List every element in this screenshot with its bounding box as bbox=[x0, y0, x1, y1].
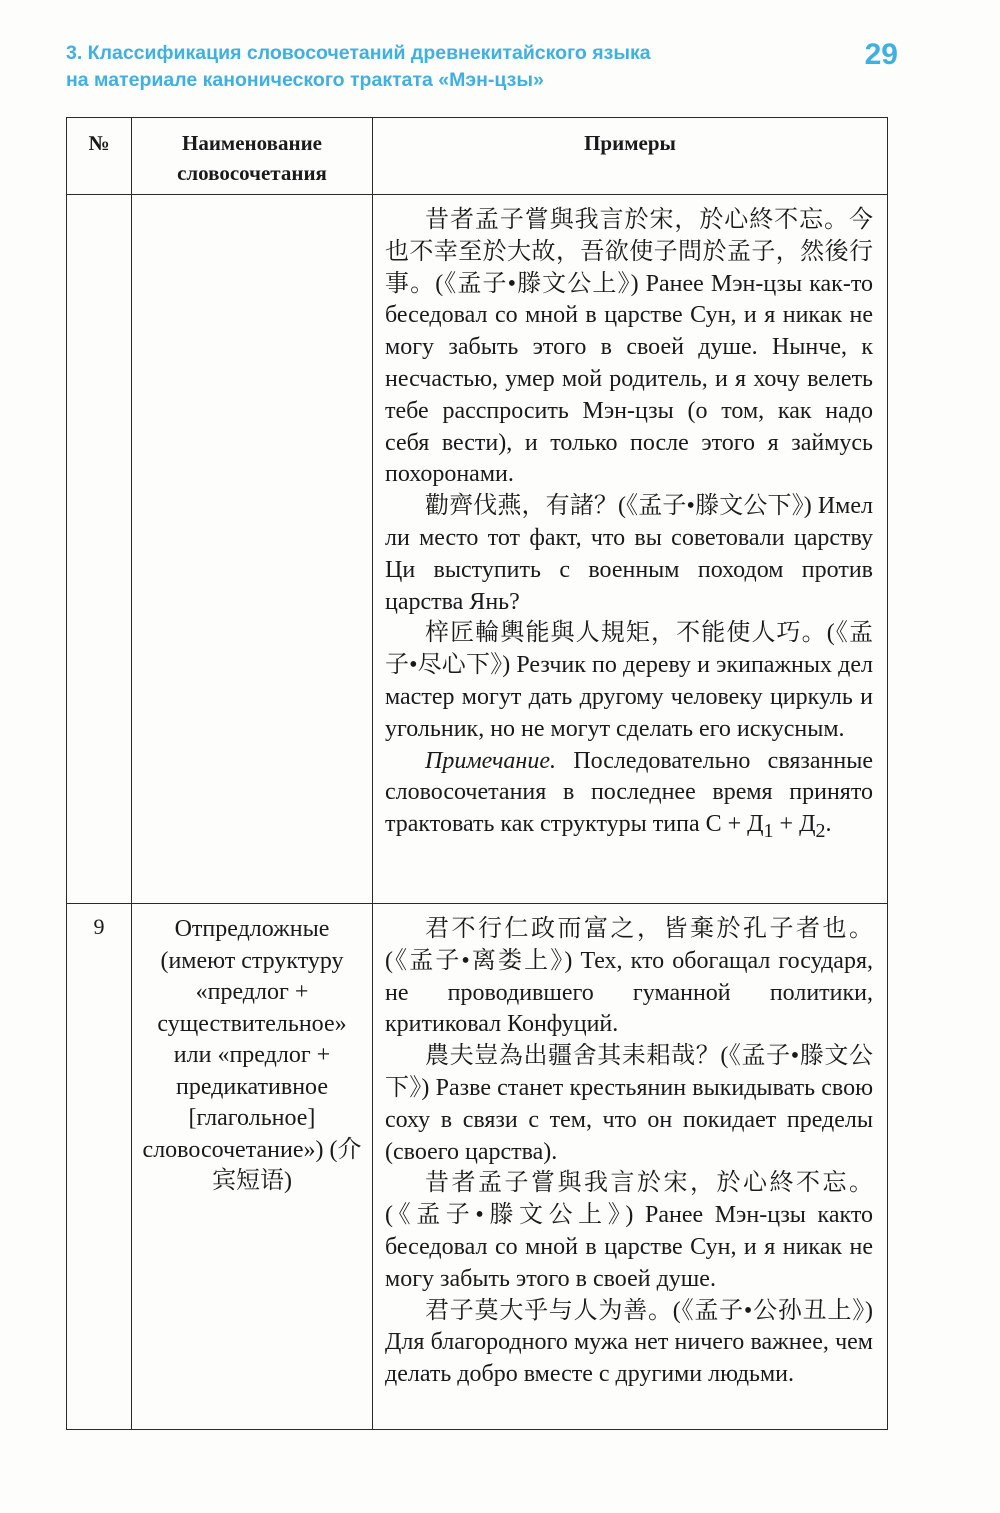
running-header bbox=[66, 40, 826, 94]
row-number: 9 bbox=[67, 904, 132, 1430]
row-number bbox=[67, 195, 132, 904]
row-examples bbox=[373, 195, 888, 904]
header-name: Наименование словосочетания bbox=[132, 118, 373, 195]
example-paragraph: 勸齊伐燕，有諸？(《孟子•滕文公下》) Имел ли место тот факт, что вы советовали царству Ци выступить с военным походом против царства Янь? bbox=[385, 493, 873, 615]
note-text: Последовательно связанные словосочетания в последнее время принято трактовать как структуры типа С + Д bbox=[385, 747, 873, 838]
header-examples: Примеры bbox=[373, 118, 888, 195]
header-number: № bbox=[67, 118, 132, 195]
note-end: . bbox=[825, 811, 832, 838]
row-name bbox=[132, 195, 373, 904]
example-paragraph: 君子莫大乎与人为善。(《孟子•公孙丑上》) Для благородного мужа нет ничего важнее, чем делать добро вместе с другими людьми. bbox=[385, 1297, 873, 1388]
note-paragraph bbox=[385, 746, 873, 848]
example-paragraph: 君不行仁政而富之，皆棄於孔子者也。(《孟子•离娄上》) Тех, кто обогащал государя, не проводившего гуманной политики, критиковал Конфуций. bbox=[385, 916, 873, 1038]
note-label: Примечание. bbox=[425, 747, 556, 774]
header-line-1: 3. Классификация словосочетаний древнекитайского языка bbox=[66, 42, 651, 64]
note-mid: + Д bbox=[773, 811, 816, 838]
row-name: Отпредложные (имеют структуру «предлог + существительное» или «предлог + предикативное [глагольное] словосочетание») (介宾短语) bbox=[132, 904, 373, 1430]
table-header-row bbox=[67, 118, 888, 195]
table-row bbox=[67, 195, 888, 904]
note-subscript: 2 bbox=[815, 819, 826, 842]
note-subscript: 1 bbox=[763, 819, 774, 842]
table-row bbox=[67, 904, 888, 1430]
example-paragraph: 昔者孟子嘗與我言於宋，於心終不忘。(《孟子•滕文公上》) Ранее Мэн-цзы както беседовал со мной в царстве Сун, и я никак не могу забыть этого в своей душе. bbox=[385, 1170, 873, 1292]
page-number: 29 bbox=[864, 38, 898, 71]
header-line-2: на материале канонического трактата «Мэн-цзы» bbox=[66, 69, 544, 91]
classification-table bbox=[66, 117, 888, 1430]
example-paragraph: 梓匠輪輿能與人規矩，不能使人巧。(《孟子•尽心下》) Резчик по дереву и экипажных дел мастер могут дать другому человеку циркуль и угольник, но не могут сделать его искусным. bbox=[385, 620, 873, 742]
example-paragraph: 農夫豈為出疆舍其耒耜哉？(《孟子•滕文公下》) Разве станет крестьянин выкидывать свою соху в связи с тем, что он покидает пределы (своего царства). bbox=[385, 1043, 873, 1165]
example-paragraph: 昔者孟子嘗與我言於宋，於心終不忘。今也不幸至於大故，吾欲使子問於孟子，然後行事。(《孟子•滕文公上》) Ранее Мэн-цзы как-то беседовал со мной в царстве Сун, и я никак не могу забыть этого в своей душе. Нынче, к несчастью, умер мой родитель, и я хочу велеть тебе расспросить Мэн-цзы (о том, как надо себя вести), и только после этого я займусь похоронами. bbox=[385, 207, 873, 488]
row-examples bbox=[373, 904, 888, 1430]
